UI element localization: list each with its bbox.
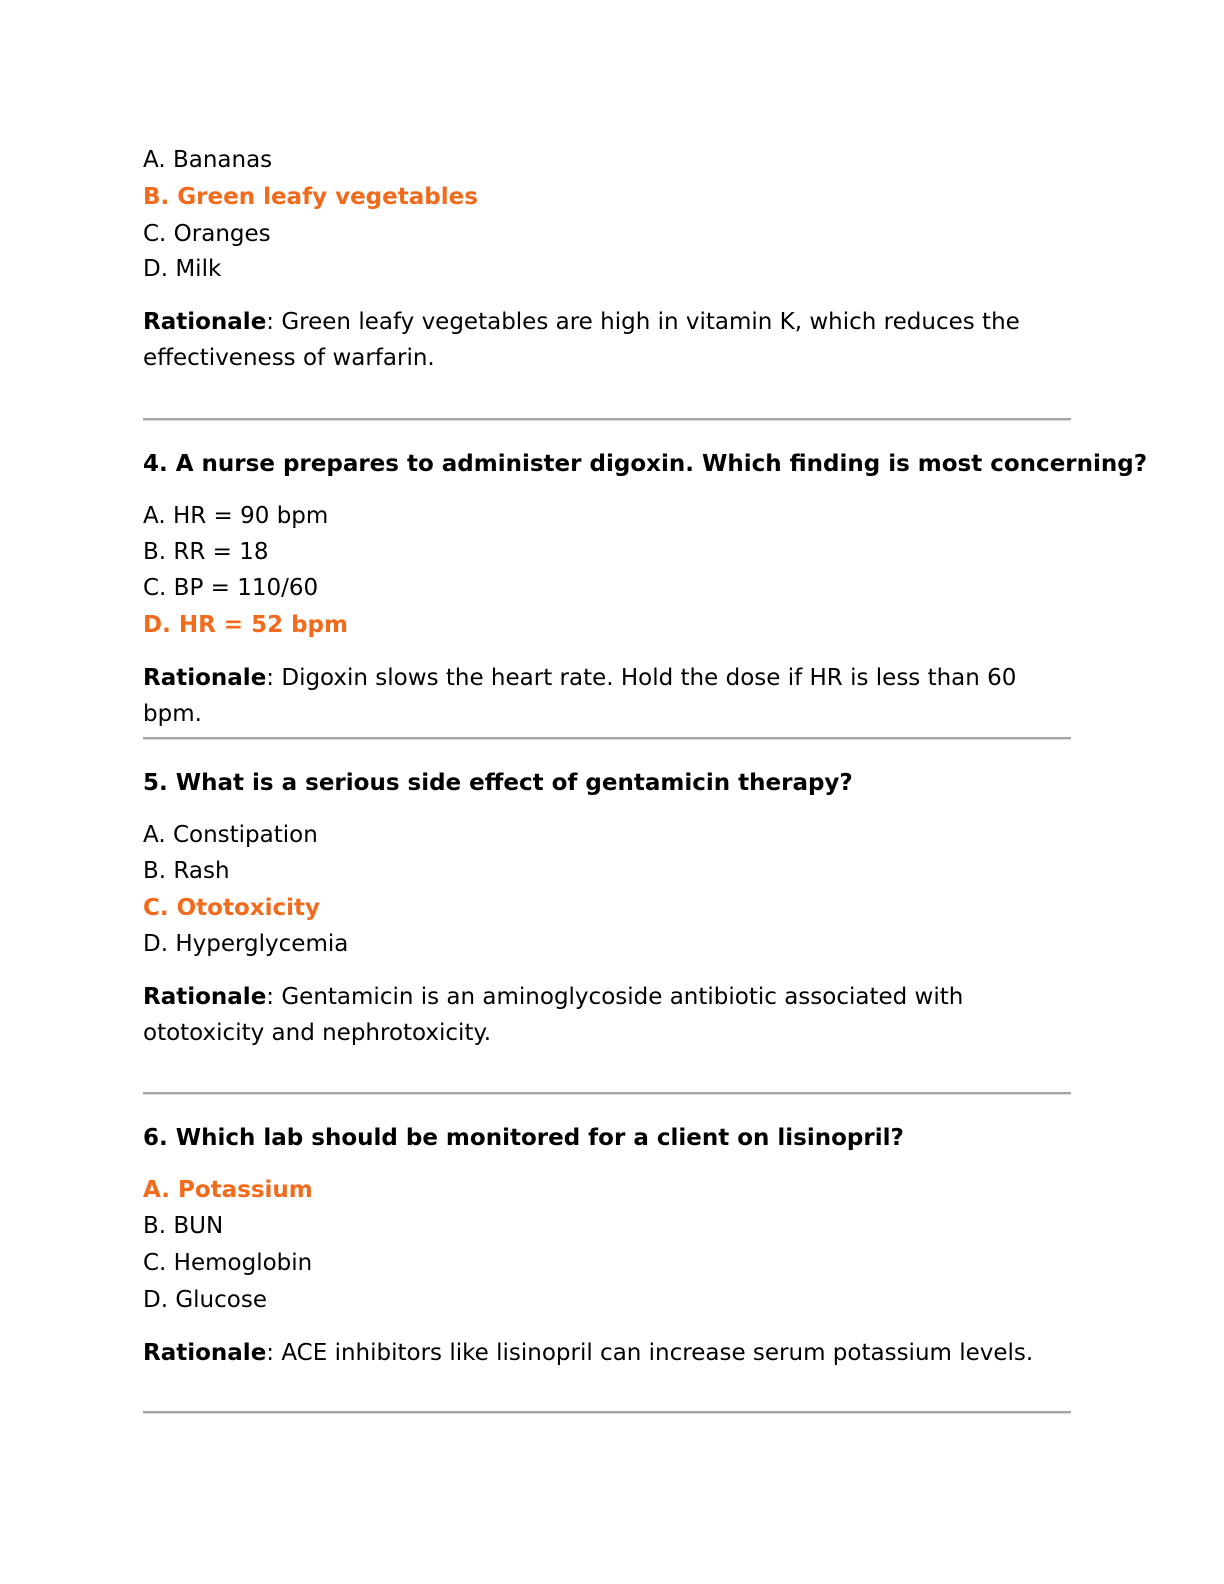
q6-rationale [143, 1335, 1071, 1371]
divider [143, 418, 1071, 421]
q4-rationale [143, 660, 1071, 732]
q3-option-b-correct: B. Green leafy vegetables [143, 184, 478, 210]
q5-question: 5. What is a serious side effect of gentamicin therapy? [143, 770, 853, 796]
rationale-label: Rationale [143, 984, 267, 1010]
q3-option-d: D. Milk [143, 256, 222, 282]
rationale-label: Rationale [143, 1340, 267, 1366]
q5-option-b: B. Rash [143, 858, 230, 884]
q6-option-c: C. Hemoglobin [143, 1250, 313, 1276]
q6-option-b: B. BUN [143, 1213, 224, 1239]
q5-rationale [143, 979, 1071, 1051]
rationale-text: : Digoxin slows the heart rate. Hold the dose if HR is less than 60 bpm. [143, 665, 1017, 727]
q6-option-a-correct: A. Potassium [143, 1177, 313, 1203]
rationale-label: Rationale [143, 665, 267, 691]
rationale-text: : Gentamicin is an aminoglycoside antibiotic associated with ototoxicity and nephrotoxicity. [143, 984, 964, 1046]
q5-option-a: A. Constipation [143, 822, 318, 848]
q4-question: 4. A nurse prepares to administer digoxin. Which finding is most concerning? [143, 451, 1148, 477]
q4-option-d-correct: D. HR = 52 bpm [143, 612, 348, 638]
q3-option-a: A. Bananas [143, 147, 273, 173]
q3-option-c: C. Oranges [143, 221, 271, 247]
divider [143, 1411, 1071, 1414]
q4-option-a: A. HR = 90 bpm [143, 503, 329, 529]
q5-option-d: D. Hyperglycemia [143, 931, 349, 957]
q5-option-c-correct: C. Ototoxicity [143, 895, 320, 921]
rationale-label: Rationale [143, 309, 267, 335]
q6-option-d: D. Glucose [143, 1287, 267, 1313]
rationale-text: : Green leafy vegetables are high in vitamin K, which reduces the effectiveness of warfarin. [143, 309, 1020, 371]
divider [143, 1092, 1071, 1095]
divider [143, 737, 1071, 740]
rationale-text: : ACE inhibitors like lisinopril can increase serum potassium levels. [266, 1340, 1034, 1366]
q3-rationale [143, 304, 1071, 376]
q4-option-c: C. BP = 110/60 [143, 575, 319, 601]
q4-option-b: B. RR = 18 [143, 539, 269, 565]
q6-question: 6. Which lab should be monitored for a client on lisinopril? [143, 1125, 904, 1151]
